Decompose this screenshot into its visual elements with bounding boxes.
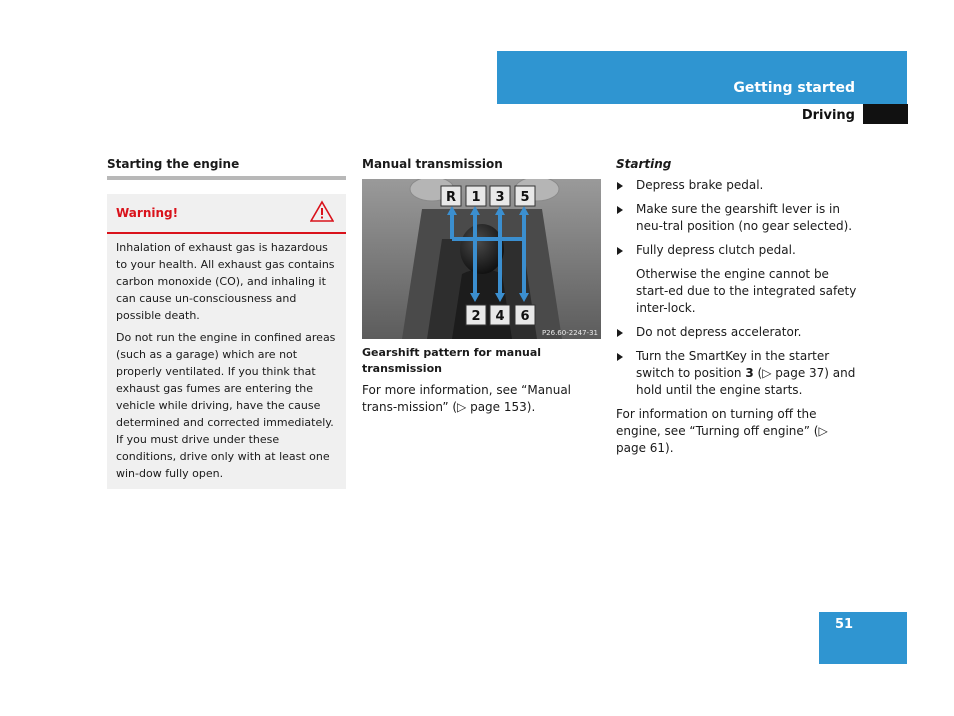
warning-label: Warning! (116, 206, 179, 220)
warning-box (107, 194, 346, 489)
bullet-arrow-icon (617, 353, 623, 361)
reference-text: For more information, see “Manual trans-mission” (▷ page 153). (362, 383, 572, 414)
section-heading: Starting the engine (107, 156, 346, 180)
warning-paragraph: Inhalation of exhaust gas is hazardous to your health. All exhaust gas contains carbon monoxide (CO), and inhaling it can cause un-consciousness and possible death. (116, 241, 335, 322)
list-item: Turn the SmartKey in the starter switch to position 3 (▷ page 37) and hold until the engine starts. (616, 348, 858, 399)
bullet-arrow-icon (617, 206, 623, 214)
list-item: Fully depress clutch pedal. (616, 242, 858, 259)
chapter-title: Getting started (733, 80, 855, 96)
warning-triangle-icon (310, 200, 334, 222)
right-column (616, 156, 858, 457)
subsection-heading: Starting (616, 157, 672, 171)
closing-text: For information on turning off the engine, see “Turning off engine” (▷ page 61). (616, 407, 828, 455)
gearshift-illustration (362, 179, 601, 339)
warning-paragraph: Do not run the engine in confined areas (such as a garage) which are not properly ventilated. If you think that exhaust gas fumes are entering the vehicle while driving, have the cause determined and corrected immediately. If you must drive under these conditions, drive only with at least one win-dow fully open. (116, 331, 336, 480)
instruction-list (616, 324, 858, 399)
section-title: Driving (801, 108, 855, 123)
gear-label: 2 (471, 309, 481, 324)
warning-header (107, 194, 346, 234)
gearshift-figure (362, 179, 601, 339)
gear-label: 6 (520, 309, 530, 324)
section-tab-marker (863, 104, 908, 124)
gear-label: 5 (520, 190, 530, 205)
left-column (107, 156, 346, 489)
list-item: Depress brake pedal. (616, 177, 858, 194)
page-number-box (819, 612, 907, 664)
bullet-arrow-icon (617, 329, 623, 337)
header-band (497, 51, 907, 104)
list-item: Do not depress accelerator. (616, 324, 858, 341)
figure-caption: Gearshift pattern for manual transmission (362, 346, 542, 375)
instruction-list (616, 177, 858, 259)
gear-label: 1 (471, 190, 481, 205)
bullet-arrow-icon (617, 247, 623, 255)
bullet-arrow-icon (617, 182, 623, 190)
gear-label: R (445, 190, 457, 205)
note-text: Otherwise the engine cannot be start-ed due to the integrated safety inter-lock. (636, 267, 857, 315)
gear-labels-bottom (466, 305, 535, 325)
section-heading: Manual transmission (362, 157, 503, 171)
middle-column (362, 156, 601, 416)
figure-code: P26.60-2247-31 (541, 329, 598, 337)
gear-label: 3 (495, 190, 505, 205)
gear-label: 4 (495, 309, 505, 324)
list-item: Make sure the gearshift lever is in neu-tral position (no gear selected). (616, 201, 858, 235)
page-number: 51 (835, 617, 854, 632)
